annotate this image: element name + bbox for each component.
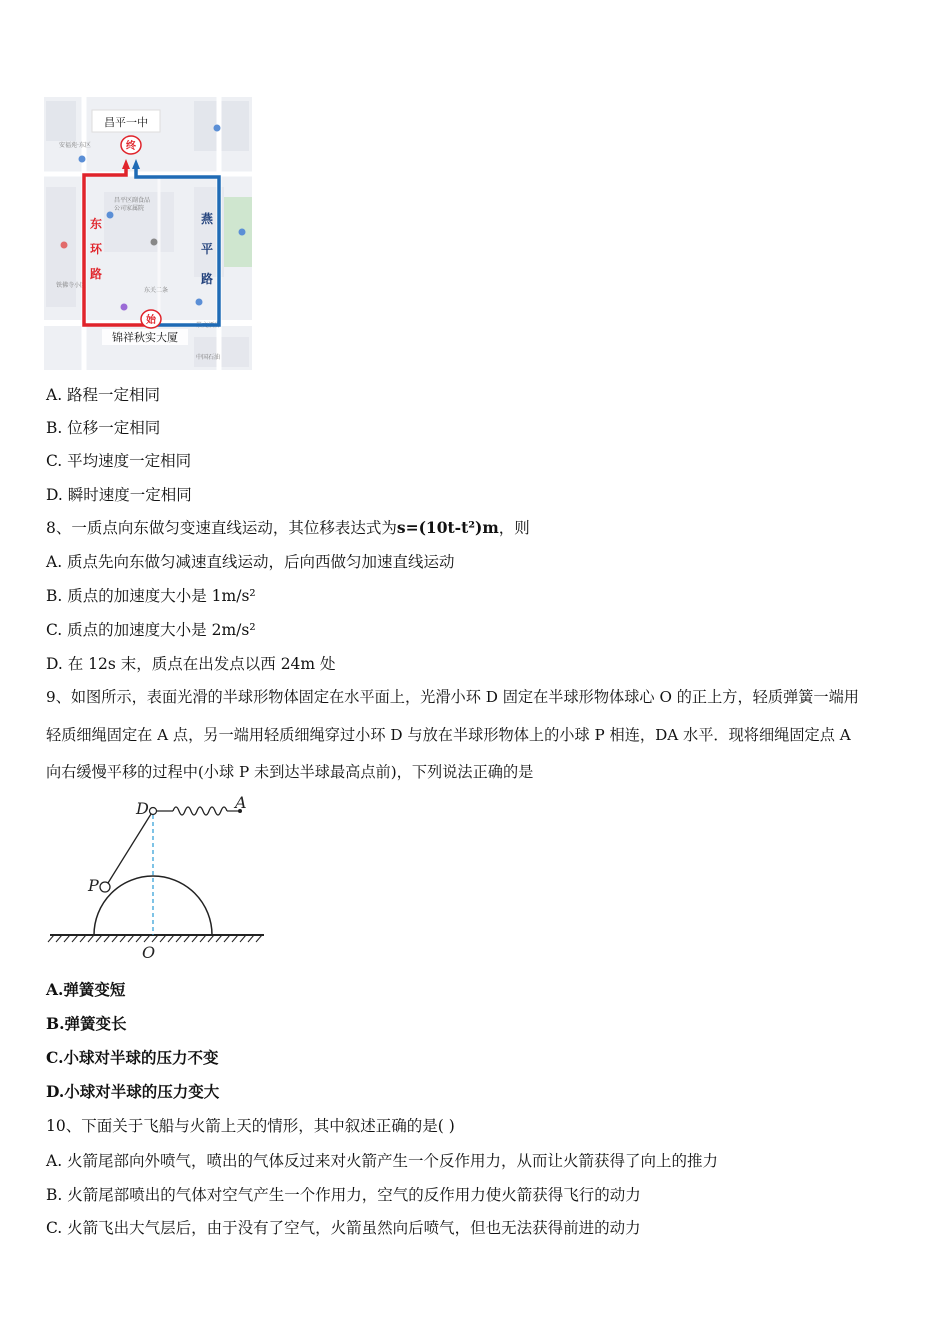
q8-stem-post: ，则 [498, 519, 530, 537]
label-a: A [235, 793, 247, 812]
svg-text:安福苑·东区: 安福苑·东区 [59, 142, 91, 149]
q10-option-c: C. 火箭飞出大气层后，由于没有了空气，火箭虽然向后喷气，但也无法获得前进的动力 [46, 1219, 641, 1237]
q7-option-a: A. 路程一定相同 [46, 386, 161, 404]
q9-stem-line-2: 轻质细绳固定在 A 点，另一端用轻质细绳穿过小环 D 与放在半球形物体上的小球 P 相连，DA 水平．现将细绳固定点 A [46, 726, 851, 744]
west-road-char-2: 环 [90, 242, 103, 256]
svg-text:中国石油: 中国石油 [196, 354, 221, 361]
label-p: P [88, 876, 99, 895]
label-d: D [136, 799, 149, 818]
q8-option-a: A. 质点先向东做匀减速直线运动，后向西做匀加速直线运动 [46, 553, 455, 571]
route-map [44, 97, 252, 370]
q9-option-b: B.弹簧变长 [46, 1014, 127, 1033]
svg-text:昌平区副食品: 昌平区副食品 [114, 197, 151, 204]
q8-stem-formula: s=(10t-t²)m [396, 518, 499, 537]
q8-stem-pre: 8、一质点向东做匀变速直线运动，其位移表达式为 [46, 519, 397, 537]
east-road-char-1: 燕 [201, 212, 214, 226]
q8-option-d: D. 在 12s 末，质点在出发点以西 24m 处 [46, 655, 336, 673]
q9-stem-line-1: 9、如图所示，表面光滑的半球形物体固定在水平面上，光滑小环 D 固定在半球形物体球心 O 的正上方，轻质弹簧一端用 [46, 688, 859, 706]
svg-text:公司家属院: 公司家属院 [114, 205, 145, 212]
west-road-char-3: 路 [90, 267, 103, 281]
label-o: O [142, 943, 156, 962]
start-building-label: 锦祥秋实大厦 [112, 331, 178, 344]
q10-option-b: B. 火箭尾部喷出的气体对空气产生一个作用力，空气的反作用力使火箭获得飞行的动力 [46, 1186, 641, 1204]
end-marker-label: 终 [126, 141, 136, 152]
east-road-char-2: 平 [201, 242, 214, 256]
q10-option-a: A. 火箭尾部向外喷气，喷出的气体反过来对火箭产生一个反作用力，从而让火箭获得了向上的推力 [46, 1152, 719, 1170]
q7-option-c: C. 平均速度一定相同 [46, 452, 192, 470]
q9-option-c: C.小球对半球的压力不变 [46, 1048, 219, 1067]
svg-text:崇文酒店: 崇文酒店 [196, 322, 221, 329]
q8-stem [46, 517, 530, 539]
q9-stem-line-3: 向右缓慢平移的过程中(小球 P 未到达半球最高点前)，下列说法正确的是 [46, 763, 534, 781]
start-marker-label: 始 [146, 315, 156, 326]
q9-option-d: D.小球对半球的压力变大 [46, 1082, 220, 1101]
west-road-char-1: 东 [90, 217, 103, 231]
hemisphere-diagram-svg [46, 790, 271, 965]
q9-option-a: A.弹簧变短 [46, 980, 126, 999]
q7-option-b: B. 位移一定相同 [46, 419, 161, 437]
q10-stem: 10、下面关于飞船与火箭上天的情形，其中叙述正确的是( ) [46, 1117, 455, 1135]
hemisphere-spring-diagram [46, 790, 271, 965]
svg-text:东关二条: 东关二条 [144, 287, 169, 294]
q8-option-b: B. 质点的加速度大小是 1m/s² [46, 587, 256, 605]
q8-option-c: C. 质点的加速度大小是 2m/s² [46, 621, 256, 639]
east-road-char-3: 路 [201, 272, 214, 286]
end-marker [121, 136, 141, 154]
q7-option-d: D. 瞬时速度一定相同 [46, 486, 192, 504]
school-label: 昌平一中 [104, 116, 148, 129]
svg-text:铁佛寺小区: 铁佛寺小区 [56, 282, 87, 289]
start-marker [141, 310, 161, 328]
route-map-figure [44, 97, 252, 370]
